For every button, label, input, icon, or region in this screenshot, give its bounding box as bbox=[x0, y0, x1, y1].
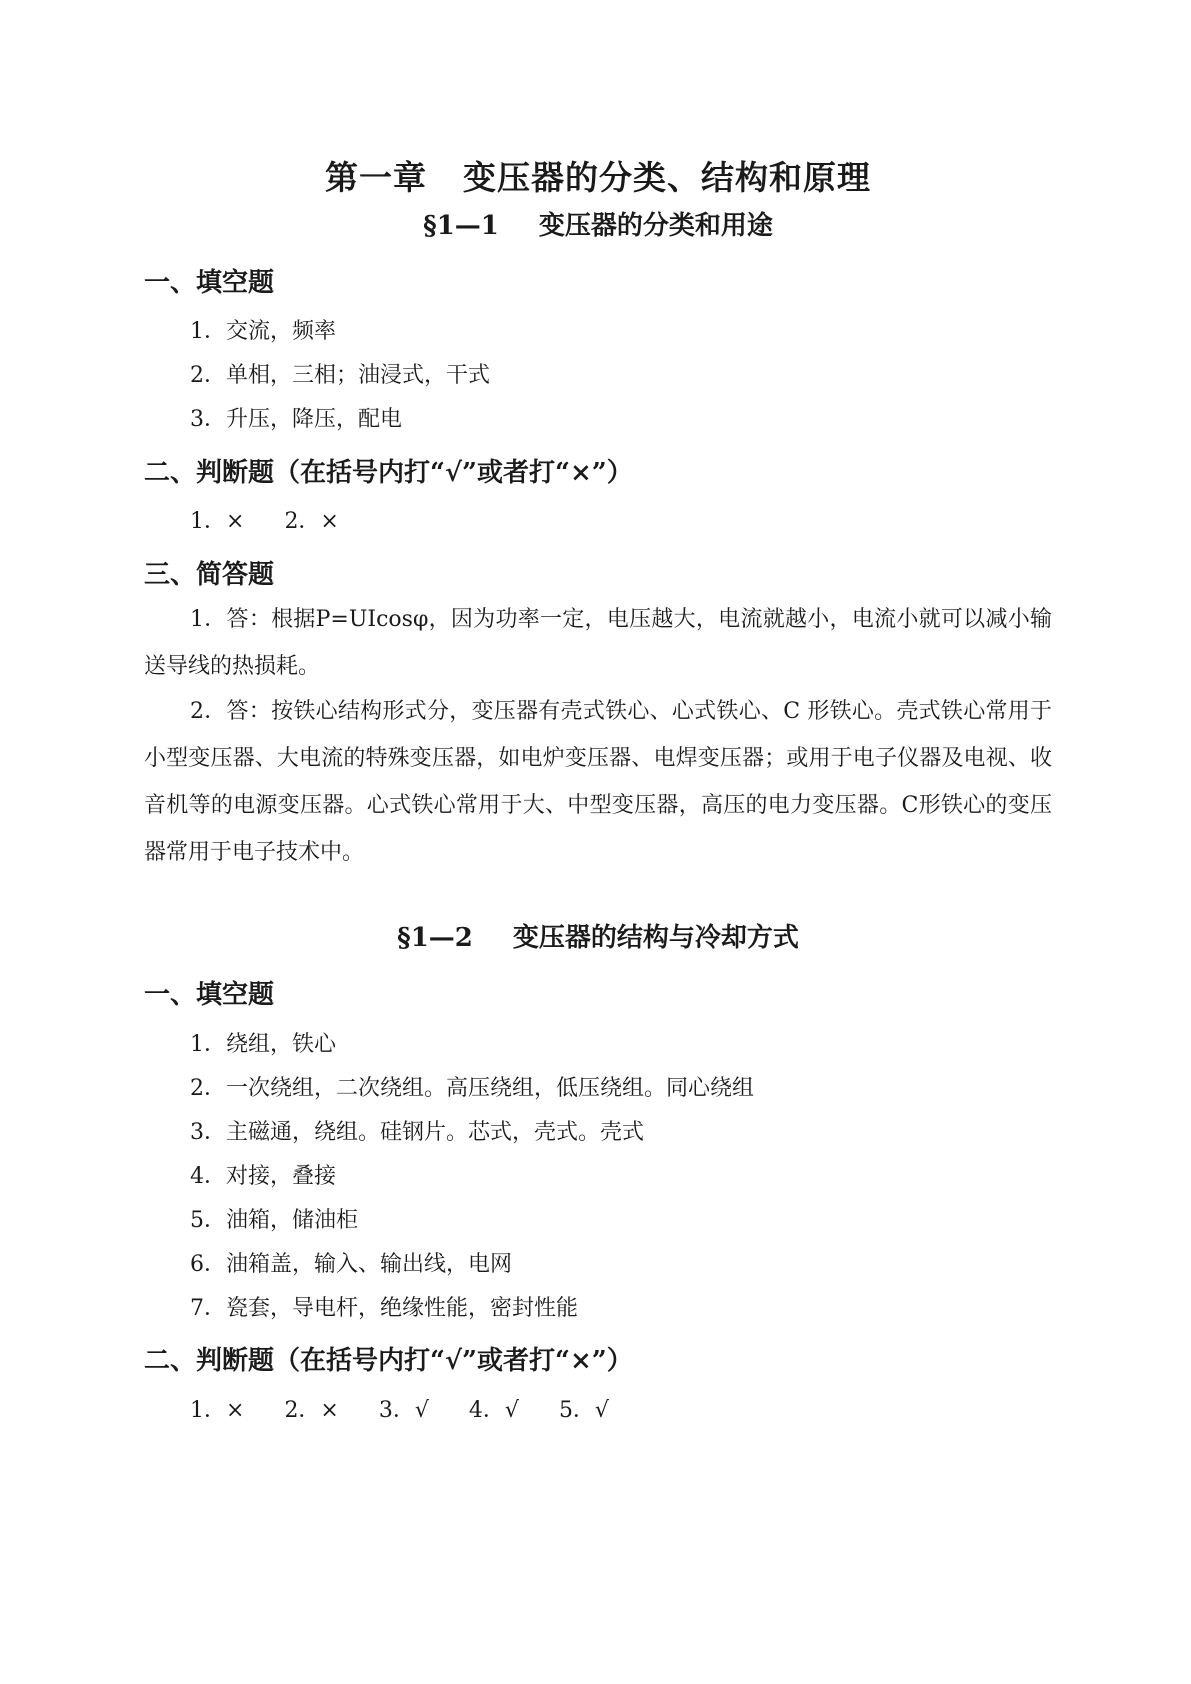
heading-short-answer: 三、简答题 bbox=[144, 560, 275, 590]
section-title-text: 变压器的结构与冷却方式 bbox=[512, 923, 799, 953]
list-item: 7．瓷套，导电杆，绝缘性能，密封性能 bbox=[190, 1296, 579, 1321]
answer-item: 3．√ bbox=[378, 1398, 429, 1423]
list-item: 1．交流，频率 bbox=[190, 319, 337, 344]
answer-row bbox=[190, 1393, 649, 1424]
answer-item: 1．× bbox=[190, 509, 245, 534]
list-item: 5．油箱，储油柜 bbox=[190, 1208, 359, 1233]
list-item: 4．对接，叠接 bbox=[190, 1164, 337, 1189]
list-item: 1．绕组，铁心 bbox=[190, 1032, 337, 1057]
heading-true-false: 二、判断题（在括号内打“√”或者打“×”） bbox=[144, 1346, 633, 1376]
heading-fill-blank: 一、填空题 bbox=[144, 268, 275, 298]
answer-item: 2．× bbox=[284, 1398, 339, 1423]
chapter-title-text: 变压器的分类、结构和原理 bbox=[463, 158, 871, 197]
chapter-number: 第一章 bbox=[325, 158, 427, 197]
answer-item: 2．× bbox=[284, 509, 339, 534]
list-item: 3．主磁通，绕组。硅钢片。芯式，壳式。壳式 bbox=[190, 1120, 645, 1145]
heading-true-false: 二、判断题（在括号内打“√”或者打“×”） bbox=[144, 458, 633, 488]
section-title-text: 变压器的分类和用途 bbox=[538, 211, 773, 241]
answer-paragraph: 2．答：按铁心结构形式分，变压器有壳式铁心、心式铁心、C 形铁心。壳式铁心常用于小型变压器、大电流的特殊变压器，如电炉变压器、电焊变压器；或用于电子仪器及电视、收音机等的电源变压器。心式铁心常用于大、中型变压器，高压的电力变压器。C形铁心的变压器常用于电子技术中。 bbox=[144, 699, 1052, 865]
answer-row bbox=[190, 504, 379, 535]
section-number: §1—1 bbox=[423, 211, 499, 241]
list-item: 6．油箱盖，输入、输出线，电网 bbox=[190, 1252, 513, 1277]
heading-fill-blank: 一、填空题 bbox=[144, 980, 275, 1010]
answer-item: 4．√ bbox=[468, 1398, 519, 1423]
section-title-1-1 bbox=[144, 205, 1052, 242]
answer-paragraph: 1．答：根据P=UIcosφ，因为功率一定，电压越大，电流就越小，电流小就可以减小输送导线的热损耗。 bbox=[144, 607, 1052, 679]
list-item: 2．单相，三相；油浸式，干式 bbox=[190, 363, 491, 388]
answer-item: 1．× bbox=[190, 1398, 245, 1423]
chapter-title bbox=[144, 152, 1052, 199]
section-title-1-2 bbox=[144, 917, 1052, 954]
list-item: 2．一次绕组，二次绕组。高压绕组，低压绕组。同心绕组 bbox=[190, 1076, 755, 1101]
answer-item: 5．√ bbox=[558, 1398, 609, 1423]
section-number: §1—2 bbox=[397, 923, 473, 953]
list-item: 3．升压，降压，配电 bbox=[190, 407, 403, 432]
